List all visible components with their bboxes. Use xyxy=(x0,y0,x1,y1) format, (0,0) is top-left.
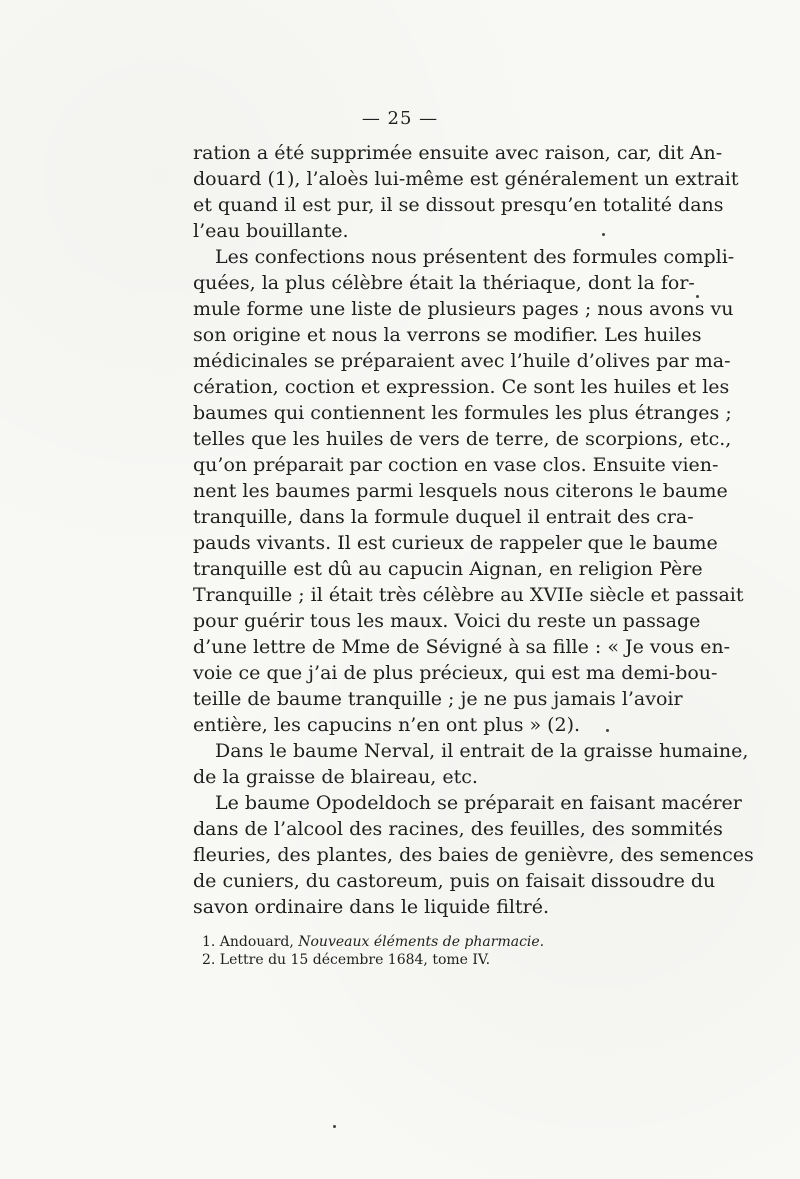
text-line: pauds vivants. Il est curieux de rappeler que le baume xyxy=(193,532,718,554)
text-line: Tranquille ; il était très célèbre au XVIIe siècle et passait xyxy=(193,584,744,606)
paper-speck xyxy=(606,729,609,732)
text-line: telles que les huiles de vers de terre, de scorpions, etc., xyxy=(193,428,732,450)
footnote xyxy=(202,951,622,969)
text-line: Dans le baume Nerval, il entrait de la graisse humaine, xyxy=(215,740,749,762)
text-line: douard (1), l’aloès lui-même est généralement un extrait xyxy=(193,168,739,190)
footnotes xyxy=(202,933,622,969)
text-line: son origine et nous la verrons se modifier. Les huiles xyxy=(193,324,702,346)
text-line: qu’on préparait par coction en vase clos. Ensuite vien- xyxy=(193,454,719,476)
text-line: savon ordinaire dans le liquide filtré. xyxy=(193,896,549,918)
paper-speck xyxy=(602,233,605,236)
text-line: tranquille est dû au capucin Aignan, en religion Père xyxy=(193,558,703,580)
text-line: mule forme une liste de plusieurs pages ; nous avons vu xyxy=(193,298,734,320)
text-line: quées, la plus célèbre était la thériaque, dont la for- xyxy=(193,272,695,294)
footnote-prefix: 1. Andouard, xyxy=(202,934,299,950)
text-line: tranquille, dans la formule duquel il entrait des cra- xyxy=(193,506,694,528)
text-line: dans de l’alcool des racines, des feuilles, des sommités xyxy=(193,818,723,840)
footnote-prefix: 2. Lettre du 15 décembre 1684, tome IV. xyxy=(202,952,491,968)
paper-speck xyxy=(696,295,699,298)
main-text xyxy=(193,140,754,920)
text-line: cération, coction et expression. Ce sont les huiles et les xyxy=(193,376,730,398)
text-line: voie ce que j’ai de plus précieux, qui est ma demi-bou- xyxy=(193,662,718,684)
text-line: nent les baumes parmi lesquels nous citerons le baume xyxy=(193,480,728,502)
text-line: de la graisse de blaireau, etc. xyxy=(193,766,478,788)
text-line: pour guérir tous les maux. Voici du reste un passage xyxy=(193,610,701,632)
text-line: teille de baume tranquille ; je ne pus jamais l’avoir xyxy=(193,688,683,710)
text-line: de cuniers, du castoreum, puis on faisait dissoudre du xyxy=(193,870,716,892)
text-line: ration a été supprimée ensuite avec raison, car, dit An- xyxy=(193,142,723,164)
text-line: Les confections nous présentent des formules compli- xyxy=(215,246,735,268)
text-line: Le baume Opodeldoch se préparait en faisant macérer xyxy=(215,792,742,814)
footnote-italic: Nouveaux éléments de pharmacie. xyxy=(298,934,545,950)
text-line: baumes qui contiennent les formules les plus étranges ; xyxy=(193,402,732,424)
page-number: — 25 — xyxy=(361,108,439,129)
text-line: l’eau bouillante. xyxy=(193,220,349,242)
paper-speck xyxy=(333,1125,336,1128)
text-line: fleuries, des plantes, des baies de genièvre, des semences xyxy=(193,844,754,866)
text-line: et quand il est pur, il se dissout presqu’en totalité dans xyxy=(193,194,724,216)
text-line: médicinales se préparaient avec l’huile d’olives par ma- xyxy=(193,350,731,372)
footnote xyxy=(202,933,622,951)
text-line: d’une lettre de Mme de Sévigné à sa fille : « Je vous en- xyxy=(193,636,731,658)
text-line: entière, les capucins n’en ont plus » (2). xyxy=(193,714,581,736)
